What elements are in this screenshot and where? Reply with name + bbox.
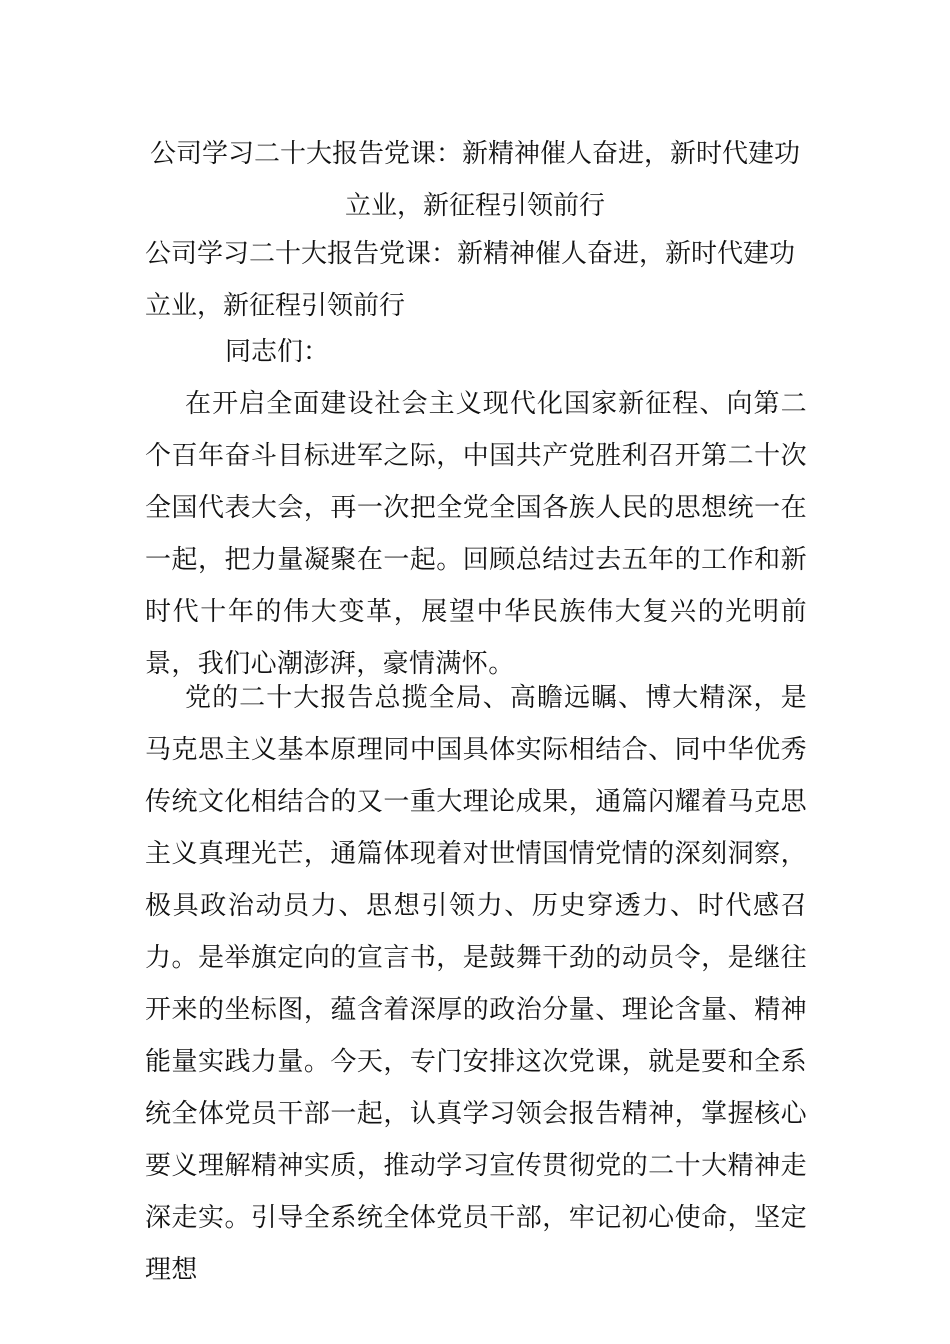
greeting: 同志们： (225, 337, 330, 367)
paragraph-1: 在开启全面建设社会主义现代化国家新征程、向第二个百年奋斗目标进军之际，中国共产党胜利召开第二十次全国代表大会，再一次把全党全国各族人民的思想统一在一起，把力量凝聚在一起。回顾总结过去五年的工作和新时代十年的伟大变革，展望中华民族伟大复兴的光明前景，我们心潮澎湃，豪情满怀。 (145, 389, 807, 679)
document-title: 公司学习二十大报告党课：新精神催人奋进，新时代建功立业，新征程引领前行 (149, 139, 800, 221)
document-subtitle: 公司学习二十大报告党课：新精神催人奋进，新时代建功立业，新征程引领前行 (145, 239, 796, 321)
paragraph-2: 党的二十大报告总揽全局、高瞻远瞩、博大精深，是马克思主义基本原理同中国具体实际相结合、同中华优秀传统文化相结合的又一重大理论成果，通篇闪耀着马克思主义真理光芒，通篇体现着对世情国情党情的深刻洞察，极具政治动员力、思想引领力、历史穿透力、时代感召力。是举旗定向的宣言书，是鼓舞干劲的动员令，是继往开来的坐标图，蕴含着深厚的政治分量、理论含量、精神能量实践力量。今天，专门安排这次党课，就是要和全系统全体党员干部一起，认真学习领会报告精神，掌握核心要义理解精神实质，推动学习宣传贯彻党的二十大精神走深走实。引导全系统全体党员干部，牢记初心使命，坚定理想 (145, 683, 807, 1285)
